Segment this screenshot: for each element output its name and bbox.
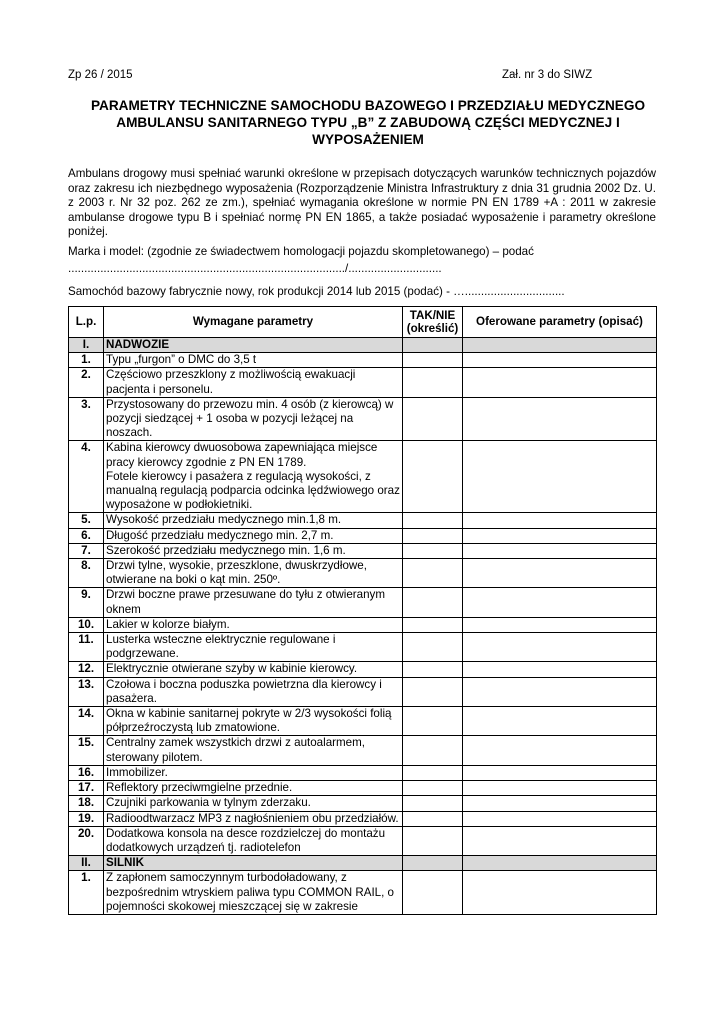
row-number: 14. [69,707,104,736]
required-parameter: Czołowa i boczna poduszka powietrzna dla kierowcy i pasażera. [104,677,403,706]
section-row [69,338,657,353]
row-number: 20. [69,826,104,855]
section-row [69,856,657,871]
offered-parameter-cell[interactable] [463,707,657,736]
make-model-fill-line: ....................................................................................../............................. [68,262,442,275]
yes-no-cell[interactable] [403,856,463,871]
yes-no-cell[interactable] [403,765,463,780]
row-number: 12. [69,662,104,677]
row-number: 16. [69,765,104,780]
row-number: 13. [69,677,104,706]
offered-parameter-cell[interactable] [463,368,657,397]
row-number: 15. [69,736,104,765]
required-parameter: Szerokość przedziału medycznego min. 1,6 m. [104,543,403,558]
yes-no-cell[interactable] [403,826,463,855]
row-number: 1. [69,871,104,915]
row-number: 17. [69,781,104,796]
offered-parameter-cell[interactable] [463,736,657,765]
yes-no-cell[interactable] [403,397,463,441]
row-number: I. [69,338,104,353]
yes-no-cell[interactable] [403,736,463,765]
header-lp: L.p. [69,307,104,338]
base-vehicle-statement: Samochód bazowy fabrycznie nowy, rok produkcji 2014 lub 2015 (podać) - …............................... [68,285,565,298]
table-row [69,617,657,632]
offered-parameter-cell[interactable] [463,441,657,513]
yes-no-cell[interactable] [403,528,463,543]
required-parameter: Dodatkowa konsola na desce rozdzielczej do montażu dodatkowych urządzeń tj. radiotelefon [104,826,403,855]
offered-parameter-cell[interactable] [463,617,657,632]
offered-parameter-cell[interactable] [463,781,657,796]
table-row [69,707,657,736]
offered-parameter-cell[interactable] [463,871,657,915]
required-parameter: Okna w kabinie sanitarnej pokryte w 2/3 wysokości folią półprzeźroczystą lub zmatowione. [104,707,403,736]
yes-no-cell[interactable] [403,338,463,353]
required-parameter: Drzwi boczne prawe przesuwane do tyłu z otwieranym oknem [104,588,403,617]
document-reference: Zp 26 / 2015 [68,69,133,81]
header-offered-params: Oferowane parametry (opisać) [463,307,657,338]
row-number: 3. [69,397,104,441]
yes-no-cell[interactable] [403,781,463,796]
table-row [69,559,657,588]
required-parameter: Czujniki parkowania w tylnym zderzaku. [104,796,403,811]
section-title: NADWOZIE [104,338,403,353]
yes-no-cell[interactable] [403,353,463,368]
row-number: 10. [69,617,104,632]
yes-no-cell[interactable] [403,811,463,826]
row-number: II. [69,856,104,871]
required-parameter: Wysokość przedziału medycznego min.1,8 m. [104,513,403,528]
header-yes-no-line1: TAK/NIE [409,309,456,322]
table-row [69,662,657,677]
document-title: PARAMETRY TECHNICZNE SAMOCHODU BAZOWEGO I PRZEDZIAŁU MEDYCZNEGO AMBULANSU SANITARNEGO TYPU „B” Z ZABUDOWĄ CZĘŚCI MEDYCZNEJ I WYPOSAŻENIEM [90,98,646,147]
required-parameter: Elektrycznie otwierane szyby w kabinie kierowcy. [104,662,403,677]
yes-no-cell[interactable] [403,796,463,811]
offered-parameter-cell[interactable] [463,826,657,855]
required-parameter: Radioodtwarzacz MP3 z nagłośnieniem obu przedziałów. [104,811,403,826]
offered-parameter-cell[interactable] [463,765,657,780]
header-yes-no [403,307,463,338]
table-row [69,441,657,513]
required-parameter: Częściowo przeszklony z możliwością ewakuacji pacjenta i personelu. [104,368,403,397]
required-parameter: Typu „furgon” o DMC do 3,5 t [104,353,403,368]
offered-parameter-cell[interactable] [463,353,657,368]
table-row [69,397,657,441]
yes-no-cell[interactable] [403,588,463,617]
yes-no-cell[interactable] [403,368,463,397]
yes-no-cell[interactable] [403,707,463,736]
required-parameter: Lusterka wsteczne elektrycznie regulowane i podgrzewane. [104,633,403,662]
section-title: SILNIK [104,856,403,871]
table-body [69,338,657,915]
yes-no-cell[interactable] [403,559,463,588]
row-number: 6. [69,528,104,543]
required-parameter: Długość przedziału medycznego min. 2,7 m. [104,528,403,543]
row-number: 4. [69,441,104,513]
table-row [69,871,657,915]
table-row [69,528,657,543]
row-number: 2. [69,368,104,397]
required-parameter: Centralny zamek wszystkich drzwi z autoalarmem, sterowany pilotem. [104,736,403,765]
header-required-params: Wymagane parametry [104,307,403,338]
offered-parameter-cell[interactable] [463,338,657,353]
required-parameter: Przystosowany do przewozu min. 4 osób (z kierowcą) w pozycji siedzącej + 1 osoba w pozycji leżącej na noszach. [104,397,403,441]
row-number: 8. [69,559,104,588]
offered-parameter-cell[interactable] [463,677,657,706]
row-number: 9. [69,588,104,617]
offered-parameter-cell[interactable] [463,513,657,528]
yes-no-cell[interactable] [403,677,463,706]
row-number: 11. [69,633,104,662]
table-row [69,796,657,811]
table-header-row [69,307,657,338]
required-parameter: Reflektory przeciwmgielne przednie. [104,781,403,796]
offered-parameter-cell[interactable] [463,796,657,811]
offered-parameter-cell[interactable] [463,811,657,826]
row-number: 18. [69,796,104,811]
required-parameter: Drzwi tylne, wysokie, przeszklone, dwuskrzydłowe, otwierane na boki o kąt min. 250º. [104,559,403,588]
table-row [69,736,657,765]
table-row [69,588,657,617]
yes-no-cell[interactable] [403,662,463,677]
offered-parameter-cell[interactable] [463,528,657,543]
offered-parameter-cell[interactable] [463,543,657,558]
intro-paragraph: Ambulans drogowy musi spełniać warunki określone w przepisach dotyczących warunków technicznych pojazdów oraz zakresu ich niezbędnego wyposażenia (Rozporządzenie Ministra Infrastruktury z dnia 31 grudnia 2002 Dz. U. z 2003 r. Nr 32 poz. 262 ze zm.), spełniać wymagania określone w normie PN EN 1789 +A : 2011 w zakresie ambulanse drogowe typu B i spełniać normę PN EN 1865, a także posiadać wyposażenie i parametry określone poniżej. [68,167,656,239]
make-model-field [68,243,658,277]
attachment-label: Zał. nr 3 do SIWZ [502,69,593,81]
table-row [69,633,657,662]
yes-no-cell[interactable] [403,543,463,558]
table-row [69,781,657,796]
required-parameter: Kabina kierowcy dwuosobowa zapewniająca miejsce pracy kierowcy zgodnie z PN EN 1789. Fotele kierowcy i pasażera z regulacją wysokości, z manualną regulacją podparcia odcinka lędźwiowego oraz wyposażone w podłokietniki. [104,441,403,513]
table-row [69,826,657,855]
yes-no-cell[interactable] [403,441,463,513]
table-row [69,368,657,397]
offered-parameter-cell[interactable] [463,588,657,617]
yes-no-cell[interactable] [403,871,463,915]
row-number: 1. [69,353,104,368]
row-number: 7. [69,543,104,558]
make-model-label: Marka i model: (zgodnie ze świadectwem homologacji pojazdu skompletowanego) – podać [68,245,534,258]
offered-parameter-cell[interactable] [463,856,657,871]
table-row [69,765,657,780]
table-row [69,353,657,368]
required-parameter: Lakier w kolorze białym. [104,617,403,632]
offered-parameter-cell[interactable] [463,633,657,662]
required-parameter: Z zapłonem samoczynnym turbodoładowany, z bezpośrednim wtryskiem paliwa typu COMMON RAIL, o pojemności skokowej mieszczącej się w zakresie [104,871,403,915]
yes-no-cell[interactable] [403,513,463,528]
row-number: 19. [69,811,104,826]
offered-parameter-cell[interactable] [463,559,657,588]
header-yes-no-line2: (określić) [406,322,459,335]
table-row [69,811,657,826]
yes-no-cell[interactable] [403,633,463,662]
offered-parameter-cell[interactable] [463,397,657,441]
offered-parameter-cell[interactable] [463,662,657,677]
yes-no-cell[interactable] [403,617,463,632]
row-number: 5. [69,513,104,528]
required-parameter: Immobilizer. [104,765,403,780]
parameters-table [68,306,657,915]
table-row [69,513,657,528]
table-row [69,677,657,706]
table-row [69,543,657,558]
